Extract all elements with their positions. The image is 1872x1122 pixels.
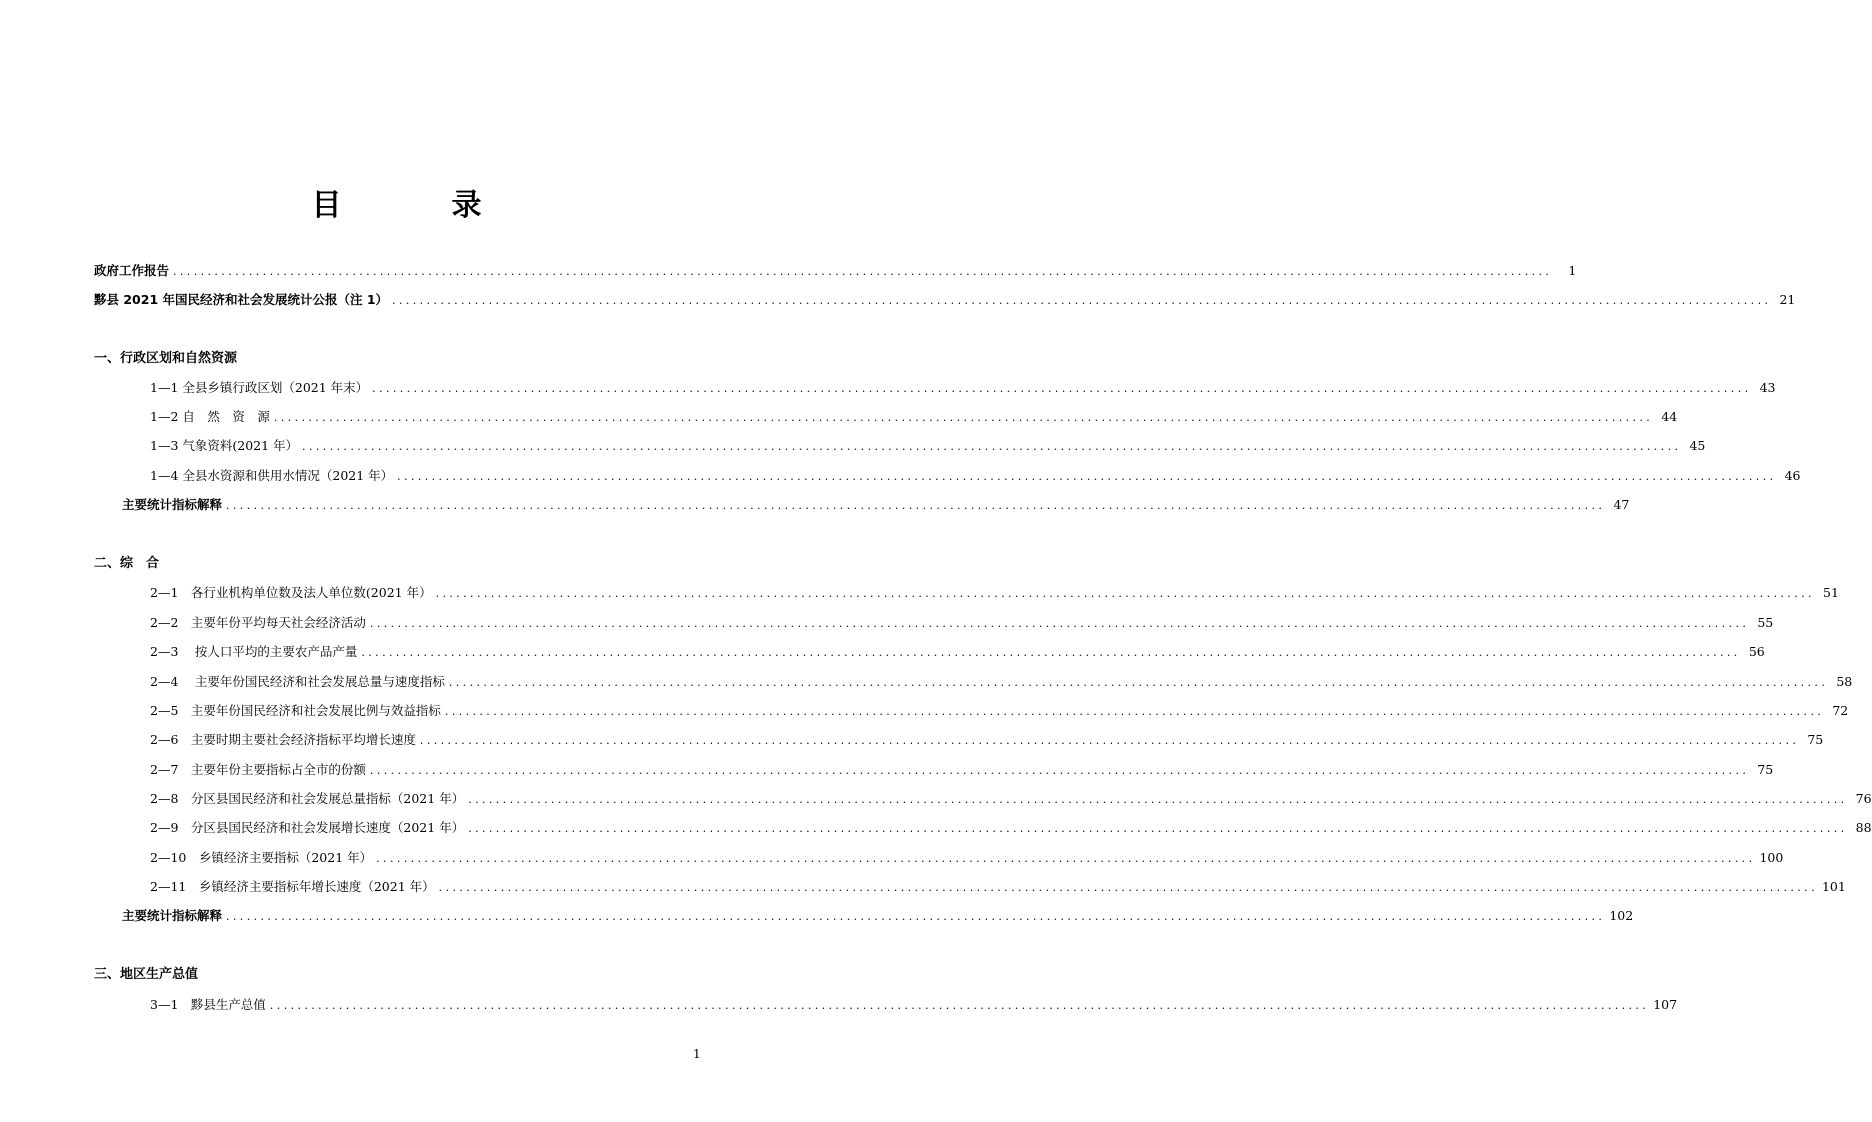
toc-entry-page: 75 (1807, 732, 1824, 747)
toc-leader-dots: ........................................................................................................................................................................................................ (444, 705, 1825, 718)
toc-leader-dots: ........................................................................................................................................................................................................ (376, 852, 1756, 865)
toc-entry-label: 1—1 全县乡镇行政区划（2021 年末） (150, 380, 369, 395)
toc-entry-page: 51 (1823, 585, 1839, 600)
toc-leader-dots: ........................................................................................................................................................................................................ (448, 676, 1829, 689)
toc-entry[interactable] (150, 848, 1784, 868)
toc-leader-dots: ........................................................................................................................................................................................................ (226, 499, 1606, 512)
toc-entry-label: 1—4 全县水资源和供用水情况（2021 年） (150, 468, 394, 483)
toc-entry[interactable] (150, 378, 1776, 398)
toc-entry-indicator-notes[interactable] (122, 906, 1634, 926)
toc-entry-label: 2—9 分区县国民经济和社会发展增长速度（2021 年） (150, 820, 465, 835)
toc-entry[interactable] (150, 730, 1824, 750)
toc-entry-page: 58 (1836, 674, 1853, 689)
toc-entry-label: 2—5 主要年份国民经济和社会发展比例与效益指标 (150, 703, 441, 718)
toc-leader-dots: ........................................................................................................................................................................................................ (369, 764, 1750, 777)
toc-entry-page: 1 (1568, 263, 1577, 278)
toc-entry-page: 100 (1759, 850, 1784, 865)
toc-entry-label: 2—7 主要年份主要指标占全市的份额 (150, 762, 366, 777)
toc-entry[interactable] (150, 995, 1678, 1015)
toc-entry-page: 21 (1779, 292, 1796, 307)
page-number: 1 (693, 1047, 701, 1061)
toc-entry[interactable] (150, 760, 1774, 780)
toc-entry-page: 45 (1689, 438, 1706, 453)
toc-leader-dots: ........................................................................................................................................................................................................ (438, 881, 1818, 894)
toc-entry-label: 2—1 各行业机构单位数及法人单位数(2021 年） (150, 585, 432, 600)
toc-entry[interactable] (150, 466, 1801, 486)
toc-entry[interactable] (150, 613, 1774, 633)
toc-leader-dots: ........................................................................................................................................................................................................ (302, 440, 1682, 453)
toc-entry-label: 黟县 2021 年国民经济和社会发展统计公报（注 1） (94, 292, 389, 307)
section-heading: 三、地区生产总值 (94, 967, 199, 982)
toc-entry[interactable] (150, 642, 1765, 662)
toc-entry[interactable] (150, 701, 1849, 721)
toc-entry-page: 75 (1757, 762, 1774, 777)
toc-entry-page: 44 (1661, 409, 1678, 424)
toc-entry-page: 76 (1855, 791, 1872, 806)
section-heading: 二、综 合 (94, 556, 160, 571)
toc-entry-page: 72 (1832, 703, 1849, 718)
toc-entry-indicator-notes[interactable] (122, 495, 1630, 515)
toc-entry[interactable] (150, 407, 1678, 427)
toc-leader-dots: ........................................................................................................................................................................................................ (369, 617, 1750, 630)
toc-leader-dots: ........................................................................................................................................................................................................ (397, 470, 1777, 483)
toc-entry[interactable] (150, 789, 1872, 809)
toc-entry[interactable] (150, 672, 1853, 692)
toc-entry-label: 2—6 主要时期主要社会经济指标平均增长速度 (150, 732, 416, 747)
page-title: 目 录 (311, 188, 522, 223)
toc-entry-page: 46 (1784, 468, 1801, 483)
toc-entry-government-report[interactable] (94, 261, 1577, 281)
toc-entry-label: 主要统计指标解释 (122, 497, 223, 512)
toc-entry-label: 2—2 主要年份平均每天社会经济活动 (150, 615, 366, 630)
toc-entry[interactable] (150, 583, 1839, 603)
toc-entry-label: 1—3 气象资料(2021 年） (150, 438, 299, 453)
toc-entry[interactable] (150, 436, 1706, 456)
toc-leader-dots: ........................................................................................................................................................................................................ (273, 411, 1654, 424)
toc-entry-page: 43 (1759, 380, 1776, 395)
toc-leader-dots: ........................................................................................................................................................................................................ (392, 294, 1772, 307)
toc-entry-label: 2—4 主要年份国民经济和社会发展总量与速度指标 (150, 674, 445, 689)
toc-leader-dots: ........................................................................................................................................................................................................ (173, 265, 1553, 278)
toc-entry-page: 88 (1855, 820, 1872, 835)
toc-leader-dots: ........................................................................................................................................................................................................ (361, 646, 1741, 659)
toc-entry-label: 1—2 自 然 资 源 (150, 409, 270, 424)
toc-entry-page: 47 (1613, 497, 1630, 512)
toc-leader-dots: ........................................................................................................................................................................................................ (468, 822, 1848, 835)
toc-leader-dots: ........................................................................................................................................................................................................ (269, 999, 1650, 1012)
toc-entry-page: 56 (1748, 644, 1765, 659)
toc-leader-dots: ........................................................................................................................................................................................................ (435, 587, 1815, 600)
toc-entry-page: 55 (1757, 615, 1774, 630)
toc-entry-label: 政府工作报告 (94, 263, 170, 278)
toc-entry-page: 107 (1653, 997, 1678, 1012)
toc-entry-label: 2—3 按人口平均的主要农产品产量 (150, 644, 358, 659)
toc-leader-dots: ........................................................................................................................................................................................................ (226, 910, 1606, 923)
toc-entry-label: 2—10 乡镇经济主要指标（2021 年） (150, 850, 373, 865)
toc-entry-label: 2—8 分区县国民经济和社会发展总量指标（2021 年） (150, 791, 465, 806)
toc-entry-label: 2—11 乡镇经济主要指标年增长速度（2021 年） (150, 879, 435, 894)
toc-leader-dots: ........................................................................................................................................................................................................ (372, 382, 1752, 395)
toc-leader-dots: ........................................................................................................................................................................................................ (419, 734, 1800, 747)
toc-leader-dots: ........................................................................................................................................................................................................ (468, 793, 1848, 806)
toc-entry[interactable] (150, 818, 1872, 838)
toc-entry-page: 102 (1609, 908, 1634, 923)
toc-entry-statistical-bulletin[interactable] (94, 290, 1796, 310)
toc-entry-label: 3—1 黟县生产总值 (150, 997, 266, 1012)
toc-entry-label: 主要统计指标解释 (122, 908, 223, 923)
section-heading: 一、行政区划和自然资源 (94, 351, 238, 366)
toc-entry[interactable] (150, 877, 1846, 897)
toc-entry-page: 101 (1821, 879, 1846, 894)
